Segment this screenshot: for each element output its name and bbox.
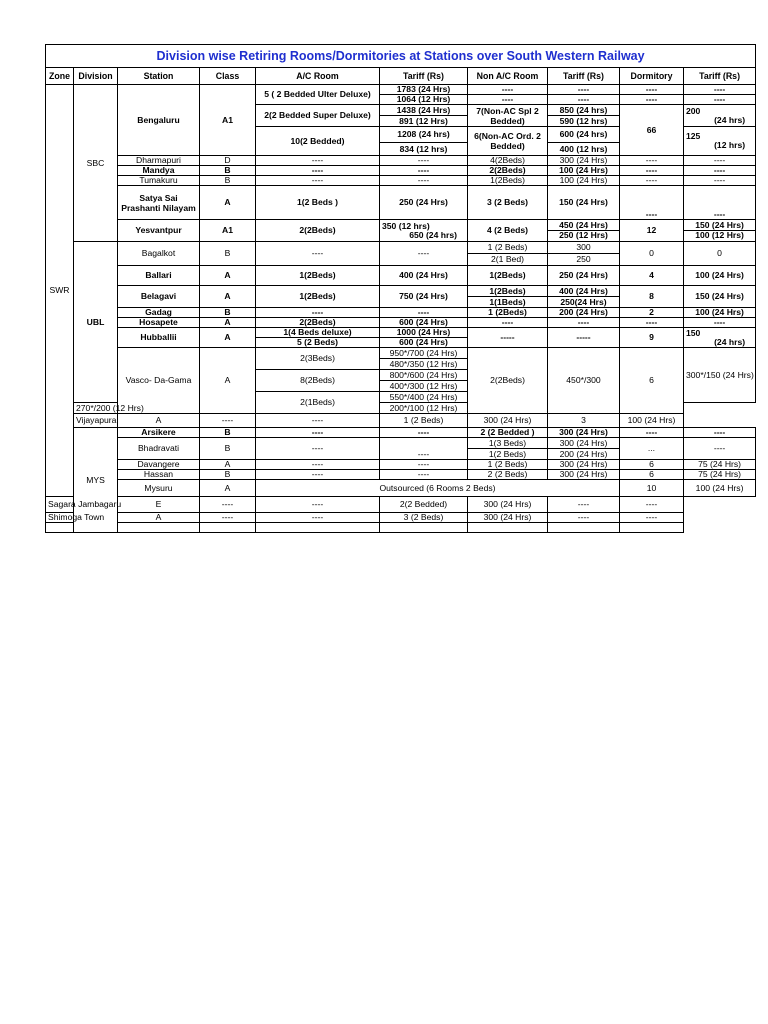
class-cell: B — [200, 438, 256, 460]
station-vijayapura: Vijayapura — [74, 414, 118, 428]
ac-room-cell: ---- — [256, 438, 380, 460]
non-ac-tariff-cell: 600 (24 hrs) — [548, 127, 620, 143]
empty-cell — [620, 523, 684, 533]
station-bhadravati: Bhadravati — [118, 438, 200, 460]
ac-tariff-cell: 600 (24 Hrs) — [380, 338, 468, 348]
dorm-cell: 4 — [620, 266, 684, 286]
dorm-tariff-cell: 150 (24 Hrs) — [684, 286, 756, 308]
class-cell: B — [200, 308, 256, 318]
table-row — [46, 266, 756, 286]
non-ac-cell: 2 (2 Bedded ) — [468, 428, 548, 438]
dorm-tariff-cell: 200*/100 (12 Hrs) — [380, 403, 468, 414]
header-class: Class — [200, 68, 256, 85]
ac-tariff-cell: 891 (12 Hrs) — [380, 116, 468, 127]
empty-cell — [548, 523, 620, 533]
station-tumakuru: Tumakuru — [118, 176, 200, 186]
header-dormitory: Dormitory — [620, 68, 684, 85]
ac-room-cell: 2(1Beds) — [256, 392, 380, 414]
dorm-tariff-cell: ---- — [684, 438, 756, 460]
ac-room-cell: ---- — [256, 166, 380, 176]
table-row — [46, 220, 756, 242]
table-row — [46, 85, 756, 95]
division-mys: MYS — [74, 428, 118, 533]
dorm-tariff-cell — [684, 328, 756, 348]
ac-tariff-line: 650 (24 hrs) — [409, 229, 457, 240]
table-row — [46, 348, 756, 359]
empty-cell — [256, 523, 380, 533]
table-row — [46, 186, 756, 220]
dorm-tariff-cell: ---- — [684, 318, 756, 328]
dorm-cell: ---- — [548, 513, 620, 523]
table-title: Division wise Retiring Rooms/Dormitories at Stations over South Western Railway — [46, 45, 756, 68]
station-bengaluru: Bengaluru — [118, 85, 200, 156]
header-ac-room: A/C Room — [256, 68, 380, 85]
non-ac-tariff-cell: 150 (24 Hrs) — [548, 186, 620, 220]
header-non-ac-tariff: Tariff (Rs) — [548, 68, 620, 85]
ac-tariff-cell: 834 (12 hrs) — [380, 143, 468, 156]
non-ac-tariff-cell: 450*/300 — [548, 348, 620, 414]
ac-tariff-cell: 950*/700 (24 Hrs) — [380, 348, 468, 359]
table-row — [46, 438, 756, 449]
ac-room-cell: ---- — [256, 176, 380, 186]
ac-tariff-cell: 480*/350 (12 Hrs) — [380, 359, 468, 370]
ac-tariff-cell — [380, 220, 468, 242]
ac-tariff-cell: ---- — [380, 308, 468, 318]
non-ac-tariff-cell: 400 (12 hrs) — [548, 143, 620, 156]
empty-cell — [468, 523, 548, 533]
non-ac-cell: ----- — [468, 328, 548, 348]
station-dharmapuri: Dharmapuri — [118, 156, 200, 166]
non-ac-tariff-cell: 300 (24 Hrs) — [548, 470, 620, 480]
dorm-cell: ---- — [620, 166, 684, 176]
class-cell: E — [118, 497, 200, 513]
dorm-cell: 2 — [620, 308, 684, 318]
ac-room-cell: 2(2Beds) — [256, 220, 380, 242]
dorm-tariff-cell — [684, 127, 756, 156]
class-cell: A — [200, 318, 256, 328]
table-row — [46, 166, 756, 176]
ac-room-cell: ---- — [256, 156, 380, 166]
dorm-cell: 6 — [620, 460, 684, 470]
non-ac-cell: 1(2Beds) — [468, 286, 548, 297]
empty-row — [46, 523, 756, 533]
dorm-tariff-cell: ---- — [684, 176, 756, 186]
non-ac-cell: ---- — [468, 85, 548, 95]
station-vasco-da-gama: Vasco- Da-Gama — [118, 348, 200, 414]
empty-cell — [200, 523, 256, 533]
dorm-cell: 3 — [548, 414, 620, 428]
non-ac-tariff-cell: 200 (24 Hrs) — [548, 449, 620, 460]
dorm-tariff-cell: 100 (24 Hrs) — [620, 414, 684, 428]
station-bagalkot: Bagalkot — [118, 242, 200, 266]
ac-room-cell: ---- — [256, 460, 380, 470]
class-cell: A — [118, 513, 200, 523]
non-ac-cell: 4(2Beds) — [468, 156, 548, 166]
ac-tariff-cell: 750 (24 Hrs) — [380, 286, 468, 308]
non-ac-tariff-cell: 300 (24 Hrs) — [548, 428, 620, 438]
dorm-tariff-cell: 75 (24 Hrs) — [684, 470, 756, 480]
class-cell: D — [200, 156, 256, 166]
ac-tariff-cell: ---- — [256, 513, 380, 523]
class-cell: B — [200, 176, 256, 186]
non-ac-cell: 1(3 Beds) — [468, 438, 548, 449]
non-ac-tariff-cell: 300 — [548, 242, 620, 254]
dorm-tariff-cell: 100 (24 Hrs) — [684, 480, 756, 497]
ac-room-cell: 2(3Beds) — [256, 348, 380, 370]
station-mysuru: Mysuru — [118, 480, 200, 497]
empty-cell — [118, 523, 200, 533]
ac-tariff-cell: 800*/600 (24 Hrs) — [380, 370, 468, 381]
dorm-tariff-unit: (24 hrs) — [714, 336, 746, 347]
non-ac-tariff-cell: ----- — [548, 328, 620, 348]
class-cell: B — [200, 428, 256, 438]
class-cell: A — [118, 414, 200, 428]
header-zone: Zone — [46, 68, 74, 85]
table-row — [46, 156, 756, 166]
non-ac-cell: 2(2Beds) — [468, 348, 548, 414]
non-ac-tariff-cell: 200 (24 Hrs) — [548, 308, 620, 318]
non-ac-tariff-cell — [548, 220, 620, 242]
dorm-tariff-unit: (12 hrs) — [714, 140, 746, 150]
table-row — [46, 497, 756, 513]
ac-room-cell: 10(2 Bedded) — [256, 127, 380, 156]
non-ac-tariff-cell: ---- — [548, 85, 620, 95]
station-belagavi: Belagavi — [118, 286, 200, 308]
empty-cell — [380, 523, 468, 533]
dorm-tariff-cell: 100 (24 Hrs) — [684, 308, 756, 318]
ac-room-cell: ---- — [200, 513, 256, 523]
dorm-tariff-cell: ---- — [620, 513, 684, 523]
non-ac-tariff-cell: 300 (24 Hrs) — [468, 414, 548, 428]
non-ac-tariff-cell: ---- — [548, 318, 620, 328]
class-cell: A — [200, 286, 256, 308]
zone-cell: SWR — [46, 85, 74, 497]
dorm-tariff-cell: 75 (24 Hrs) — [684, 460, 756, 470]
dorm-tariff-cell: ---- — [684, 95, 756, 105]
dorm-tariff-cell: ---- — [684, 166, 756, 176]
table-row — [46, 308, 756, 318]
station-yesvantpur: Yesvantpur — [118, 220, 200, 242]
table-row — [46, 460, 756, 470]
dorm-tariff-value: 200 — [686, 105, 701, 116]
dorm-tariff-cell: 100 (24 Hrs) — [684, 266, 756, 286]
non-ac-cell: 2(2 Bedded) — [380, 497, 468, 513]
ac-tariff-cell: 1208 (24 hrs) — [380, 127, 468, 143]
dorm-cell: 8 — [620, 286, 684, 308]
class-cell: B — [200, 242, 256, 266]
ac-room-cell: ---- — [200, 497, 256, 513]
table-row — [46, 428, 756, 438]
table-row — [46, 242, 756, 254]
class-cell: A — [200, 480, 256, 497]
class-cell: A — [200, 348, 256, 414]
station-gadag: Gadag — [118, 308, 200, 318]
dorm-cell: 6 — [620, 348, 684, 414]
header-non-ac-room: Non A/C Room — [468, 68, 548, 85]
ac-tariff-cell: ---- — [380, 428, 468, 438]
table-row — [46, 176, 756, 186]
class-cell: B — [200, 166, 256, 176]
ac-tariff-cell: 550*/400 (24 Hrs) — [380, 392, 468, 403]
dorm-tariff-unit: (24 hrs) — [714, 114, 746, 125]
dorm-tariff-cell: ---- — [684, 186, 756, 220]
dorm-cell: ---- — [620, 428, 684, 438]
ac-room-cell: ---- — [256, 308, 380, 318]
station-ballari: Ballari — [118, 266, 200, 286]
ac-tariff-cell: 400*/300 (12 Hrs) — [380, 381, 468, 392]
ac-tariff-cell: 1438 (24 Hrs) — [380, 105, 468, 116]
dorm-tariff-cell: 300*/150 (24 Hrs) — [684, 348, 756, 403]
ac-room-cell: 1(2Beds) — [256, 266, 380, 286]
non-ac-tariff-cell: 850 (24 hrs) — [548, 105, 620, 116]
non-ac-cell: 3 (2 Beds) — [468, 186, 548, 220]
ac-tariff-cell: 600 (24 Hrs) — [380, 318, 468, 328]
dorm-cell: 12 — [620, 220, 684, 242]
ac-room-cell: 1(2Beds) — [256, 286, 380, 308]
non-ac-cell: 1 (2 Beds) — [468, 242, 548, 254]
non-ac-tariff-line: 250 (12 Hrs) — [548, 230, 619, 240]
dorm-cell: ---- — [620, 156, 684, 166]
dorm-cell: ---- — [548, 497, 620, 513]
station-satya-sai: Satya Sai Prashanti Nilayam — [118, 186, 200, 220]
dorm-tariff-line: 150 (24 Hrs) — [695, 220, 744, 230]
ac-tariff-cell: ---- — [380, 460, 468, 470]
ac-tariff-cell: ---- — [380, 156, 468, 166]
class-cell: A1 — [200, 85, 256, 156]
header-row — [46, 68, 756, 85]
non-ac-cell: ---- — [468, 318, 548, 328]
station-mandya: Mandya — [118, 166, 200, 176]
non-ac-tariff-cell: 300 (24 Hrs) — [548, 156, 620, 166]
station-shimoga-town: Shimoga Town — [46, 513, 74, 523]
non-ac-tariff-cell: 300 (24 Hrs) — [468, 497, 548, 513]
non-ac-cell: 2(2Beds) — [468, 166, 548, 176]
non-ac-cell: 1(2Beds) — [468, 176, 548, 186]
division-sbc: SBC — [74, 85, 118, 242]
non-ac-tariff-cell: 250 — [548, 254, 620, 266]
table-row — [46, 470, 756, 480]
ac-room-cell: 8(2Beds) — [256, 370, 380, 392]
class-cell: A — [200, 266, 256, 286]
ac-tariff-cell: ---- — [380, 166, 468, 176]
ac-room-cell: ---- — [256, 242, 380, 266]
dorm-cell: 10 — [620, 480, 684, 497]
table-row — [46, 328, 756, 338]
dorm-cell: ---- — [620, 95, 684, 105]
ac-room-cell: 5 (2 Beds) — [256, 338, 380, 348]
non-ac-cell: 4 (2 Beds) — [468, 220, 548, 242]
dorm-cell: 9 — [620, 328, 684, 348]
retiring-rooms-table — [45, 44, 756, 533]
non-ac-tariff-cell: 100 (24 Hrs) — [548, 176, 620, 186]
header-station: Station — [118, 68, 200, 85]
dorm-tariff-value: 125 — [686, 131, 701, 141]
non-ac-cell: 2 (2 Beds) — [468, 470, 548, 480]
non-ac-cell: 1 (2 Beds) — [468, 460, 548, 470]
ac-room-cell: 1(4 Beds deluxe) — [256, 328, 380, 338]
ac-tariff-cell: 270*/200 (12 Hrs) — [74, 403, 118, 414]
ac-room-cell: 1(2 Beds ) — [256, 186, 380, 220]
outsourced-note: Outsourced (6 Rooms 2 Beds) — [256, 480, 620, 497]
header-division: Division — [74, 68, 118, 85]
ac-room-cell: 2(2Beds) — [256, 318, 380, 328]
table-row — [46, 318, 756, 328]
non-ac-cell: 7(Non-AC Spl 2 Bedded) — [468, 105, 548, 127]
class-cell: A — [200, 460, 256, 470]
ac-tariff-cell: 250 (24 Hrs) — [380, 186, 468, 220]
class-cell: A — [200, 328, 256, 348]
station-arsikere: Arsikere — [118, 428, 200, 438]
ac-tariff-cell: ---- — [380, 470, 468, 480]
dorm-tariff-cell: ---- — [620, 497, 684, 513]
ac-room-cell: 5 ( 2 Bedded Ulter Deluxe) — [256, 85, 380, 105]
dorm-tariff-cell — [684, 220, 756, 242]
dorm-tariff-cell: ---- — [684, 156, 756, 166]
ac-room-cell: ---- — [256, 428, 380, 438]
non-ac-cell: 1(2Beds) — [468, 266, 548, 286]
class-cell: A1 — [200, 220, 256, 242]
dorm-cell: 66 — [620, 105, 684, 156]
ac-tariff-line: 350 (12 hrs) — [382, 220, 430, 231]
non-ac-tariff-line: 450 (24 Hrs) — [559, 220, 608, 230]
station-davangere: Davangere — [118, 460, 200, 470]
dorm-tariff-cell: 0 — [684, 242, 756, 266]
non-ac-cell: 1 (2Beds) — [468, 308, 548, 318]
non-ac-cell: ---- — [468, 95, 548, 105]
ac-tariff-cell: ---- — [380, 438, 468, 460]
empty-cell — [46, 523, 74, 533]
dorm-cell: 6 — [620, 470, 684, 480]
class-cell: B — [200, 470, 256, 480]
non-ac-tariff-cell: 300 (24 Hrs) — [468, 513, 548, 523]
station-sagara-jambagaru: Sagara Jambagaru — [46, 497, 74, 513]
ac-tariff-cell: ---- — [380, 242, 468, 266]
ac-tariff-cell: 1000 (24 Hrs) — [380, 328, 468, 338]
table-row — [46, 480, 756, 497]
table-row — [46, 414, 756, 428]
dorm-cell: ---- — [620, 85, 684, 95]
ac-room-cell: ---- — [256, 470, 380, 480]
ac-tariff-cell: ---- — [256, 497, 380, 513]
non-ac-cell: 1(1Beds) — [468, 297, 548, 308]
station-hosapete: Hosapete — [118, 318, 200, 328]
non-ac-tariff-cell: 250 (24 Hrs) — [548, 266, 620, 286]
ac-room-cell: ---- — [200, 414, 256, 428]
non-ac-cell: 3 (2 Beds) — [380, 513, 468, 523]
non-ac-tariff-cell: 400 (24 Hrs) — [548, 286, 620, 297]
ac-room-cell: 2(2 Bedded Super Deluxe) — [256, 105, 380, 127]
ac-tariff-cell: 1064 (12 Hrs) — [380, 95, 468, 105]
table-row — [46, 286, 756, 297]
dorm-cell: ---- — [620, 186, 684, 220]
non-ac-tariff-cell: 300 (24 Hrs) — [548, 460, 620, 470]
ac-tariff-cell: ---- — [380, 176, 468, 186]
table-row — [46, 513, 756, 523]
dorm-tariff-cell: ---- — [684, 85, 756, 95]
ac-tariff-cell: 1783 (24 Hrs) — [380, 85, 468, 95]
ac-tariff-cell: 400 (24 Hrs) — [380, 266, 468, 286]
non-ac-tariff-cell: 250(24 Hrs) — [548, 297, 620, 308]
dorm-tariff-value: 150 — [686, 327, 701, 338]
class-cell: A — [200, 186, 256, 220]
non-ac-tariff-cell: 100 (24 Hrs) — [548, 166, 620, 176]
header-dorm-tariff: Tariff (Rs) — [684, 68, 756, 85]
ac-tariff-cell: ---- — [256, 414, 380, 428]
non-ac-tariff-cell: 300 (24 Hrs) — [548, 438, 620, 449]
station-hubballi: Hubballii — [118, 328, 200, 348]
non-ac-cell: 1 (2 Beds) — [380, 414, 468, 428]
division-ubl: UBL — [74, 242, 118, 403]
non-ac-cell: 2(1 Bed) — [468, 254, 548, 266]
non-ac-cell: 1(2 Beds) — [468, 449, 548, 460]
dorm-cell: ... — [620, 438, 684, 460]
header-ac-tariff: Tariff (Rs) — [380, 68, 468, 85]
non-ac-tariff-cell: 590 (12 hrs) — [548, 116, 620, 127]
dorm-tariff-line: 100 (12 Hrs) — [684, 230, 755, 240]
station-hassan: Hassan — [118, 470, 200, 480]
non-ac-tariff-cell: ---- — [548, 95, 620, 105]
dorm-cell: ---- — [620, 176, 684, 186]
dorm-cell: ---- — [620, 318, 684, 328]
non-ac-cell: 6(Non-AC Ord. 2 Bedded) — [468, 127, 548, 156]
dorm-cell: 0 — [620, 242, 684, 266]
dorm-tariff-cell: ---- — [684, 428, 756, 438]
dorm-tariff-cell — [684, 105, 756, 127]
